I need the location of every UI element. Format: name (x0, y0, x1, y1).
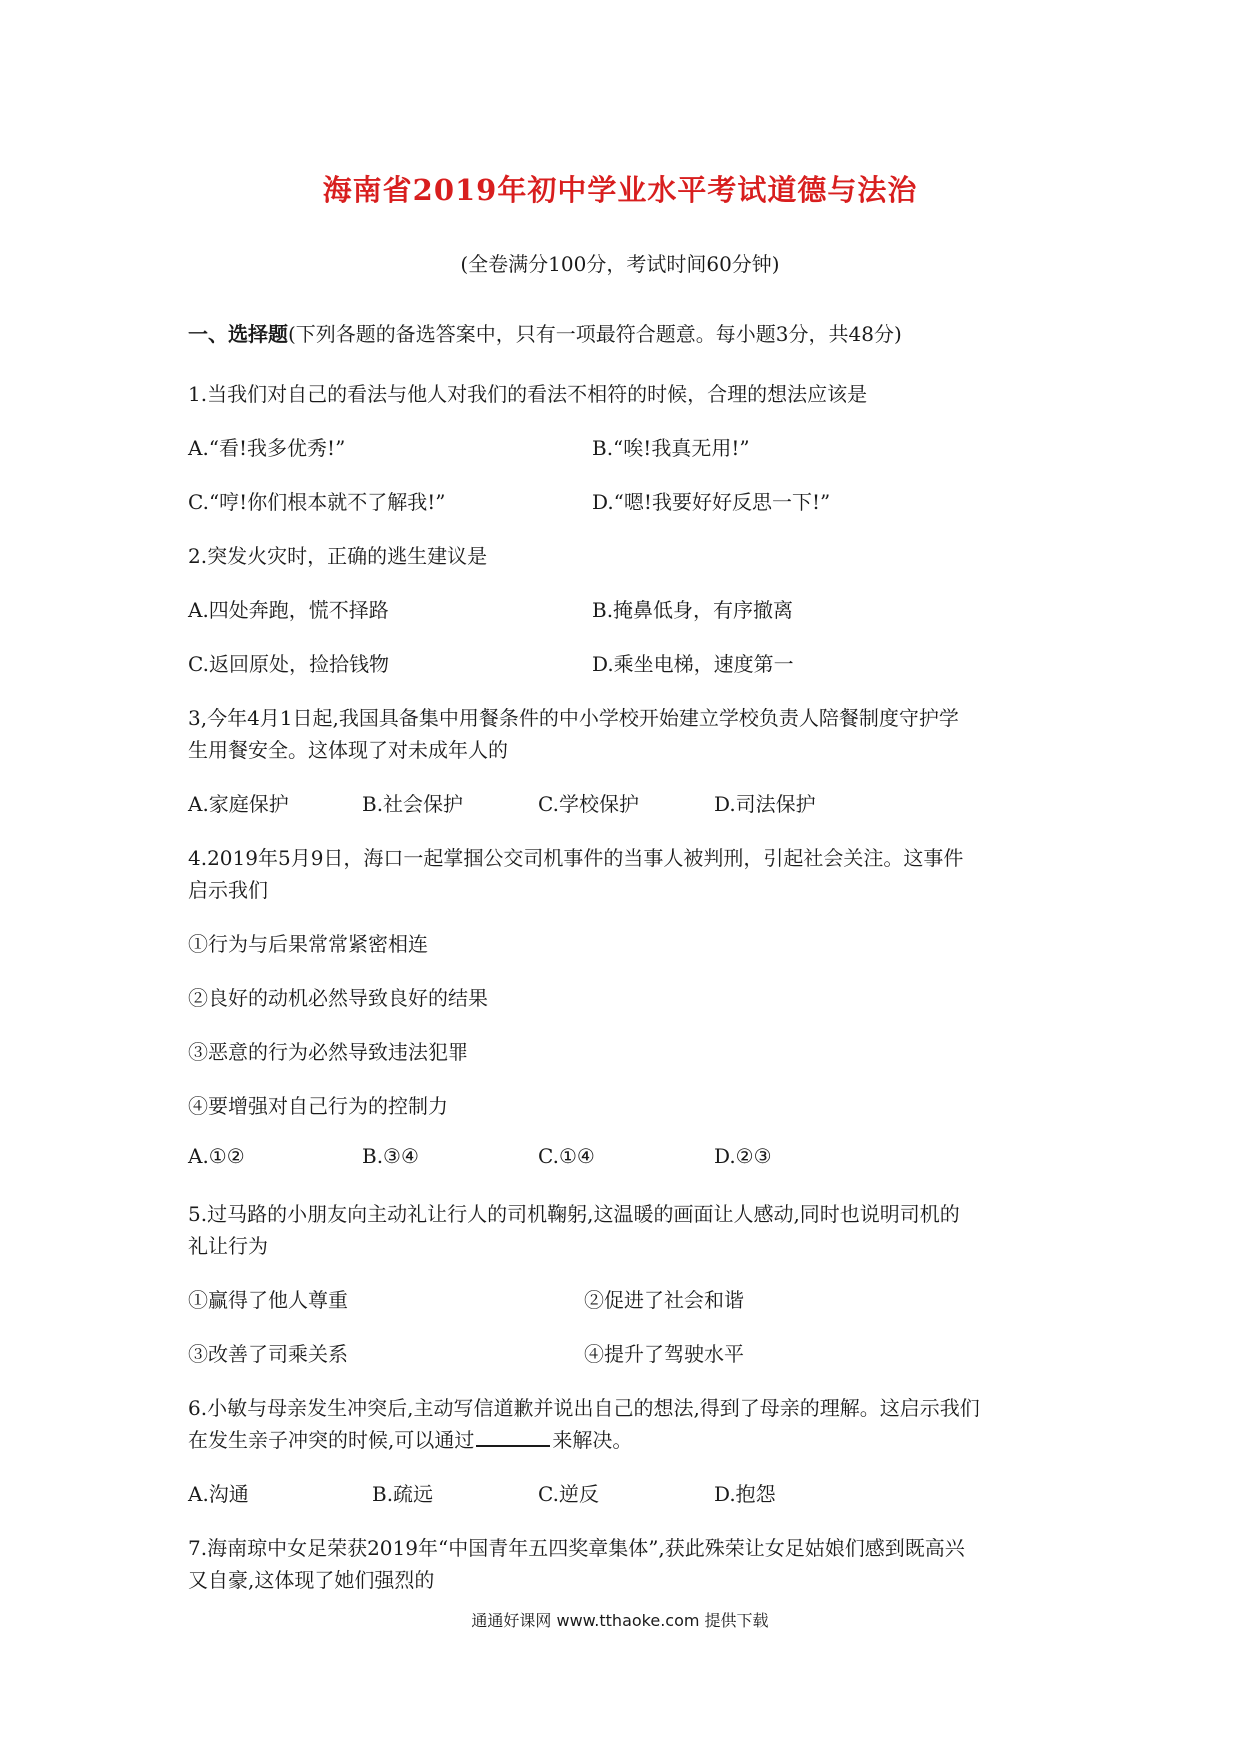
q3-stem-line-2: 生用餐安全。这体现了对未成年人的 (188, 738, 508, 762)
q4-statement-2: ②良好的动机必然导致良好的结果 (188, 986, 488, 1010)
q4-statement-4: ④要增强对自己行为的控制力 (188, 1094, 448, 1118)
q7-stem-line-1: 7.海南琼中女足荣获2019年“中国青年五四奖章集体”,获此殊荣让女足姑娘们感到既高兴 (188, 1536, 965, 1560)
q3-option-d: D.司法保护 (714, 792, 816, 816)
q6-stem-line-1: 6.小敏与母亲发生冲突后,主动写信道歉并说出自己的想法,得到了母亲的理解。这启示我们 (188, 1396, 980, 1420)
q3-stem-line-1: 3,今年4月1日起,我国具备集中用餐条件的中小学校开始建立学校负责人陪餐制度守护学 (188, 706, 959, 730)
page-footer: 通通好课网 www.tthaoke.com 提供下载 (471, 1611, 769, 1630)
q6-stem-line-2 (188, 1424, 632, 1453)
exam-subtitle: (全卷满分100分，考试时间60分钟) (460, 252, 780, 276)
q2-stem: 2.突发火灾时，正确的逃生建议是 (188, 544, 488, 568)
q2-option-d: D.乘坐电梯，速度第一 (592, 652, 794, 676)
q2-option-a: A.四处奔跑，慌不择路 (188, 598, 389, 622)
q1-stem: 1.当我们对自己的看法与他人对我们的看法不相符的时候，合理的想法应该是 (188, 382, 868, 406)
q1-option-c: C.“哼!你们根本就不了解我!” (188, 490, 446, 514)
q1-option-b: B.“唉!我真无用!” (592, 436, 750, 460)
q4-statement-1: ①行为与后果常常紧密相连 (188, 932, 428, 956)
page-title: 海南省2019年初中学业水平考试道德与法治 (322, 173, 918, 207)
q2-option-c: C.返回原处，捡拾钱物 (188, 652, 389, 676)
q6-stem-text-after: 来解决。 (552, 1428, 633, 1452)
q6-option-c: C.逆反 (538, 1482, 599, 1506)
section-header (188, 318, 902, 347)
q4-statement-3: ③恶意的行为必然导致违法犯罪 (188, 1040, 468, 1064)
q3-option-c: C.学校保护 (538, 792, 639, 816)
q1-option-d: D.“嗯!我要好好反思一下!” (592, 490, 831, 514)
q4-option-c: C.①④ (538, 1144, 595, 1168)
section-heading: 一、选择题 (188, 322, 288, 346)
q7-stem-line-2: 又自豪,这体现了她们强烈的 (188, 1568, 435, 1592)
answer-blank (476, 1427, 550, 1447)
q5-stem-line-2: 礼让行为 (188, 1234, 268, 1258)
q5-statement-4: ④提升了驾驶水平 (584, 1342, 744, 1366)
q5-statement-1: ①赢得了他人尊重 (188, 1288, 348, 1312)
q4-option-d: D.②③ (714, 1144, 772, 1168)
q5-statement-3: ③改善了司乘关系 (188, 1342, 348, 1366)
q5-stem-line-1: 5.过马路的小朋友向主动礼让行人的司机鞠躬,这温暖的画面让人感动,同时也说明司机的 (188, 1202, 960, 1226)
q6-option-a: A.沟通 (188, 1482, 249, 1506)
q4-stem-line-1: 4.2019年5月9日，海口一起掌掴公交司机事件的当事人被判刑，引起社会关注。这事件 (188, 846, 964, 870)
q6-option-b: B.疏远 (372, 1482, 434, 1506)
q1-option-a: A.“看!我多优秀!” (188, 436, 346, 460)
q5-statement-2: ②促进了社会和谐 (584, 1288, 744, 1312)
q4-stem-line-2: 启示我们 (188, 878, 268, 902)
q3-option-b: B.社会保护 (362, 792, 464, 816)
q3-option-a: A.家庭保护 (188, 792, 289, 816)
q2-option-b: B.掩鼻低身，有序撤离 (592, 598, 794, 622)
section-instruction: (下列各题的备选答案中，只有一项最符合题意。每小题3分，共48分) (288, 322, 902, 346)
q4-option-b: B.③④ (362, 1144, 419, 1168)
q6-option-d: D.抱怨 (714, 1482, 776, 1506)
q6-stem-text-before: 在发生亲子冲突的时候,可以通过 (188, 1428, 475, 1452)
q4-option-a: A.①② (188, 1144, 245, 1168)
